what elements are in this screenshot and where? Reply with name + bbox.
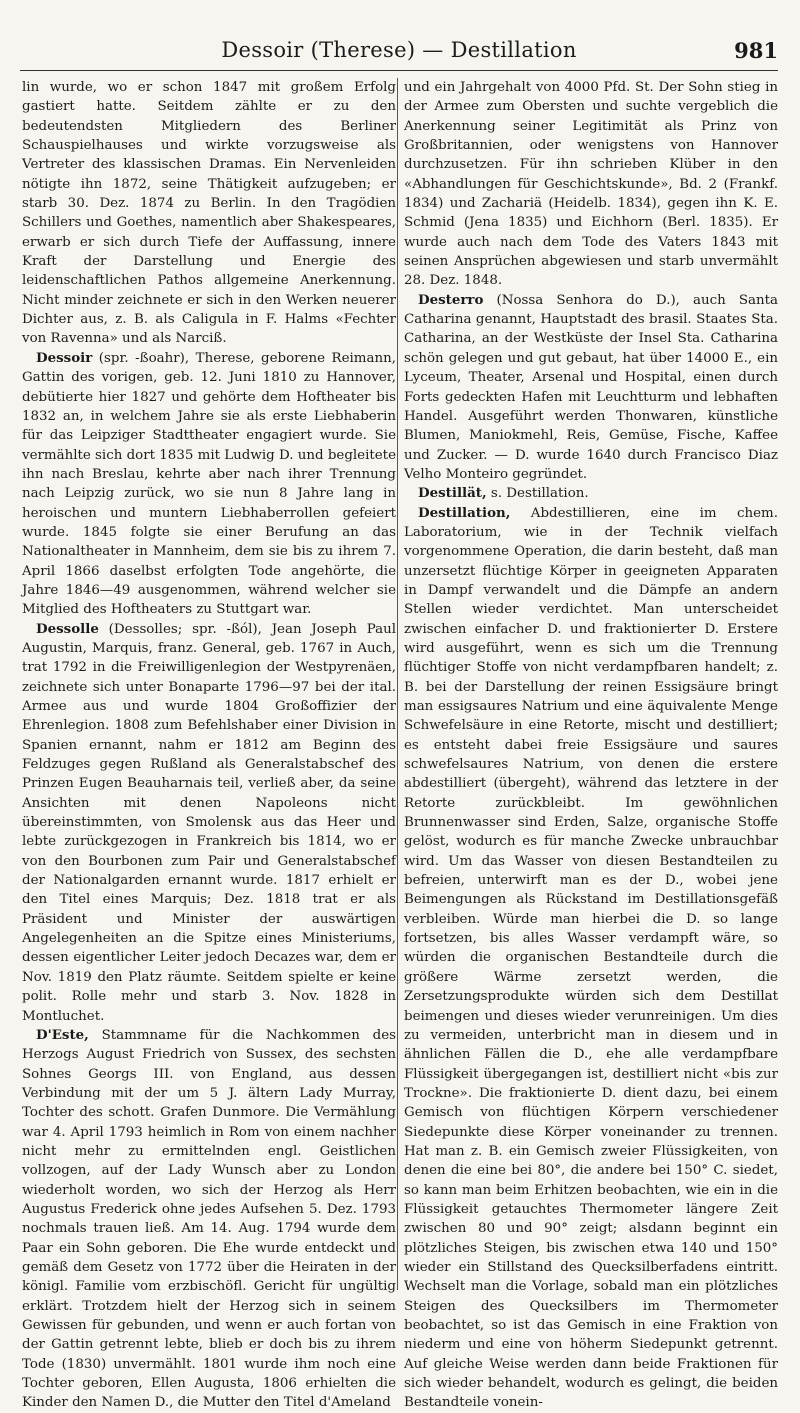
- entry-text: s. Destillation.: [486, 486, 589, 502]
- entry-lemma: Desterro: [418, 291, 484, 308]
- left-column: [22, 78, 396, 1411]
- entry-desterro: [404, 291, 778, 484]
- entry-lemma: Destillation,: [418, 504, 511, 521]
- entry-text: (Dessolles; spr. -ßól), Jean Joseph Paul Augustin, Marquis, franz. General, geb. 1767 in Auch, trat 1792 in die Freiwilligenlegion der Westpyrenäen, zeichnete sich unter Bonaparte 1796—97 bei der ital. Armee aus und wurde 1804 Großoffizier der Ehrenlegion. 1808 zum Befehlshaber einer Division in Spanien ernannt, nahm er 1812 am Beginn des Feldzuges gegen Rußland als Generalstabschef des Prinzen Eugen Beauharnais teil, verließ aber, da seine Ansichten mit denen Napoleons nicht übereinstimmten, von Smolensk aus das Heer und lebte zurückgezogen in Frankreich bis 1814, wo er von den Bourbonen zum Pair und Generalstabschef der Nationalgarden ernannt wurde. 1817 erhielt er den Titel eines Marquis; Dez. 1818 trat er als Präsident und Minister der auswärtigen Angelegenheiten an die Spitze eines Ministeriums, dessen eigentlicher Leiter jedoch Decazes war, dem er Nov. 1819 den Platz räumte. Seitdem spielte er keine polit. Rolle mehr und starb 3. Nov. 1828 in Montluchet.: [22, 621, 396, 1024]
- entry-lemma: Dessolle: [36, 620, 99, 637]
- running-head: [20, 38, 778, 68]
- entry-lemma: Destillät,: [418, 485, 487, 502]
- right-column: [404, 78, 778, 1411]
- running-title: Dessoir (Therese) — Destillation: [221, 38, 577, 62]
- entry-lemma: D'Este,: [36, 1026, 89, 1043]
- page-number: 981: [734, 38, 778, 63]
- header-rule: [20, 70, 778, 71]
- entry-text: Stammname für die Nachkommen des Herzogs August Friedrich von Sussex, des sechsten Sohnes Georgs III. von England, aus dessen Verbindung mit der um 5 J. ältern Lady Murray, Tochter des schott. Grafen Dunmore. Die Vermählung war 4. April 1793 heimlich in Rom von einem nachher nicht mehr zu ermittelnden engl. Geistlichen vollzogen, auf der Lady Wunsch aber zu London wiederholt worden, wo sich der Herzog als Herr Augustus Frederick ohne jedes Aufsehen 5. Dez. 1793 nochmals trauen ließ. Am 14. Aug. 1794 wurde dem Paar ein Sohn geboren. Die Ehe wurde entdeckt und gemäß dem Gesetz von 1772 über die Heiraten in der königl. Familie vom erzbischöfl. Gericht für ungültig erklärt. Trotzdem hielt der Herzog sich in seinem Gewissen für gebunden, und wenn er auch fortan von der Gattin getrennt lebte, blieb er doch bis zu ihrem Tode (1830) unvermählt. 1801 wurde ihm noch eine Tochter geboren, Ellen Augusta, 1806 erhielten die Kinder den Namen D., die Mutter den Titel d'Ameland: [22, 1027, 396, 1411]
- entry-text: (Nossa Senhora do D.), auch Santa Catharina genannt, Hauptstadt des brasil. Staates Sta. Catharina, an der Westküste der Insel Sta. Catharina schön gelegen und gut gebaut, hat über 14000 E., ein Lyceum, Theater, Arsenal und Hospital, einen durch Forts gedeckten Hafen mit Leuchtturm und lebhaften Handel. Ausgeführt werden Thonwaren, künstliche Blumen, Maniokmehl, Reis, Gemüse, Fische, Kaffee und Zucker. — D. wurde 1640 durch Francisco Diaz Velho Monteiro gegründet.: [404, 292, 778, 482]
- entry-destillation: [404, 504, 778, 1413]
- entry-dessolle: [22, 620, 396, 1026]
- entry-text: und ein Jahrgehalt von 4000 Pfd. St. Der Sohn stieg in der Armee zum Obersten und suchte vergeblich die Anerkennung seiner Legitimität als Prinz von Großbritannien, oder wenigstens von Hannover durchzusetzen. Für ihn schrieben Klüber in den «Abhandlungen für Geschichtskunde», Bd. 2 (Frankf. 1834) und Zachariä (Heidelb. 1834), gegen ihn K. E. Schmid (Jena 1835) und Eichhorn (Berl. 1835). Er wurde auch nach dem Tode des Vaters 1843 mit seinen Ansprüchen abgewiesen und starb unvermählt 28. Dez. 1848.: [404, 80, 778, 289]
- entry-text: Abdestillieren, eine im chem. Laboratorium, wie in der Technik vielfach vorgenommene Operation, die darin besteht, daß man unzersetzt flüchtige Körper in geeigneten Apparaten in Dampf verwandelt und die Dämpfe an andern Stellen wieder verdichtet. Man unterscheidet zwischen einfacher D. und fraktionierter D. Erstere wird ausgeführt, wenn es sich um die Trennung flüchtiger Stoffe von nicht verdampfbaren handelt; z. B. bei der Darstellung der reinen Essigsäure bringt man essigsaures Natrium und eine äquivalente Menge Schwefelsäure in eine Retorte, mischt und destilliert; es entsteht dabei freie Essigsäure und saures schwefelsaures Natrium, von denen die erstere abdestilliert (übergeht), während das letztere in der Retorte zurückbleibt. Im gewöhnlichen Brunnenwasser sind Erden, Salze, organische Stoffe gelöst, wodurch es für manche Zwecke unbrauchbar wird. Um das Wasser von diesen Bestandteilen zu befreien, unterwirft man es der D., wobei jene Beimengungen als Rückstand im Destillationsgefäß verbleiben. Würde man hierbei die D. so lange fortsetzen, bis alles Wasser verdampft wäre, so würden die organischen Bestandteile durch die größere Wärme zersetzt werden, die Zersetzungsprodukte würden sich dem Destillat beimengen und dieses wieder verunreinigen. Um dies zu vermeiden, unterbricht man in diesem und in ähnlichen Fällen die D., ehe alle verdampfbare Flüssigkeit übergegangen ist, destilliert nicht «bis zur Trockne». Die fraktionierte D. dient dazu, bei einem Gemisch von flüchtigen Körpern verschiedener Siedepunkte diese Körper voneinander zu trennen. Hat man z. B. ein Gemisch zweier Flüssigkeiten, von denen die eine bei 80°, die andere bei 150° C. siedet, so kann man beim Erhitzen beobachten, wie ein in die Flüssigkeit getauchtes Thermometer längere Zeit zwischen 80 und 90° zeigt; alsdann beginnt ein plötzliches Steigen, bis zwischen etwa 140 und 150° wieder ein Stillstand des Quecksilberfadens eintritt. Wechselt man die Vorlage, sobald man ein plötzliches Steigen des Quecksilbers im Thermometer beobachtet, so ist das Gemisch in eine Fraktion von niederm und eine von höherm Siedepunkt getrennt. Auf gleiche Weise werden dann beide Fraktionen für sich wieder behandelt, wodurch es gelingt, die beiden Bestandteile vonein-: [404, 505, 778, 1411]
- entry-text: (spr. -ßoahr), Therese, geborene Reimann, Gattin des vorigen, geb. 12. Juni 1810 zu Hannover, debütierte hier 1827 und gehörte dem Hoftheater bis 1832 an, in welchem Jahre sie als erste Liebhaberin für das Leipziger Stadttheater engagiert wurde. Sie vermählte sich dort 1835 mit Ludwig D. und begleitete ihn nach Breslau, kehrte aber nach ihrer Trennung nach Leipzig zurück, wo sie nun 8 Jahre lang in heroischen und muntern Liebhaberrollen gefeiert wurde. 1845 folgte sie einer Berufung an das Nationaltheater in Mannheim, dem sie bis zu ihrem 7. April 1866 daselbst erfolgten Tode angehörte, die Jahre 1846—49 ausgenommen, während welcher sie Mitglied des Hoftheaters zu Stuttgart war.: [22, 350, 396, 618]
- entry-destillat: [404, 484, 778, 503]
- entry-continuation: [22, 78, 396, 349]
- entry-continuation: [404, 78, 778, 291]
- column-divider: [397, 78, 398, 1290]
- entry-dessoir: [22, 349, 396, 620]
- entry-text: lin wurde, wo er schon 1847 mit großem Erfolg gastiert hatte. Seitdem zählte er zu den bedeutendsten Mitgliedern des Berliner Schauspielhauses und wirkte vorzugsweise als Vertreter des klassischen Dramas. Ein Nervenleiden nötigte ihn 1872, seine Thätigkeit aufzugeben; er starb 30. Dez. 1874 zu Berlin. In den Tragödien Schillers und Goethes, namentlich aber Shakespeares, erwarb er sich durch Tiefe der Auffassung, innere Kraft der Darstellung und Energie des leidenschaftlichen Pathos allgemeine Anerkennung. Nicht minder zeichnete er sich in den Werken neuerer Dichter aus, z. B. als Caligula in F. Halms «Fechter von Ravenna» und als Narciß.: [22, 80, 396, 347]
- entry-lemma: Dessoir: [36, 349, 93, 366]
- entry-deste: [22, 1026, 396, 1413]
